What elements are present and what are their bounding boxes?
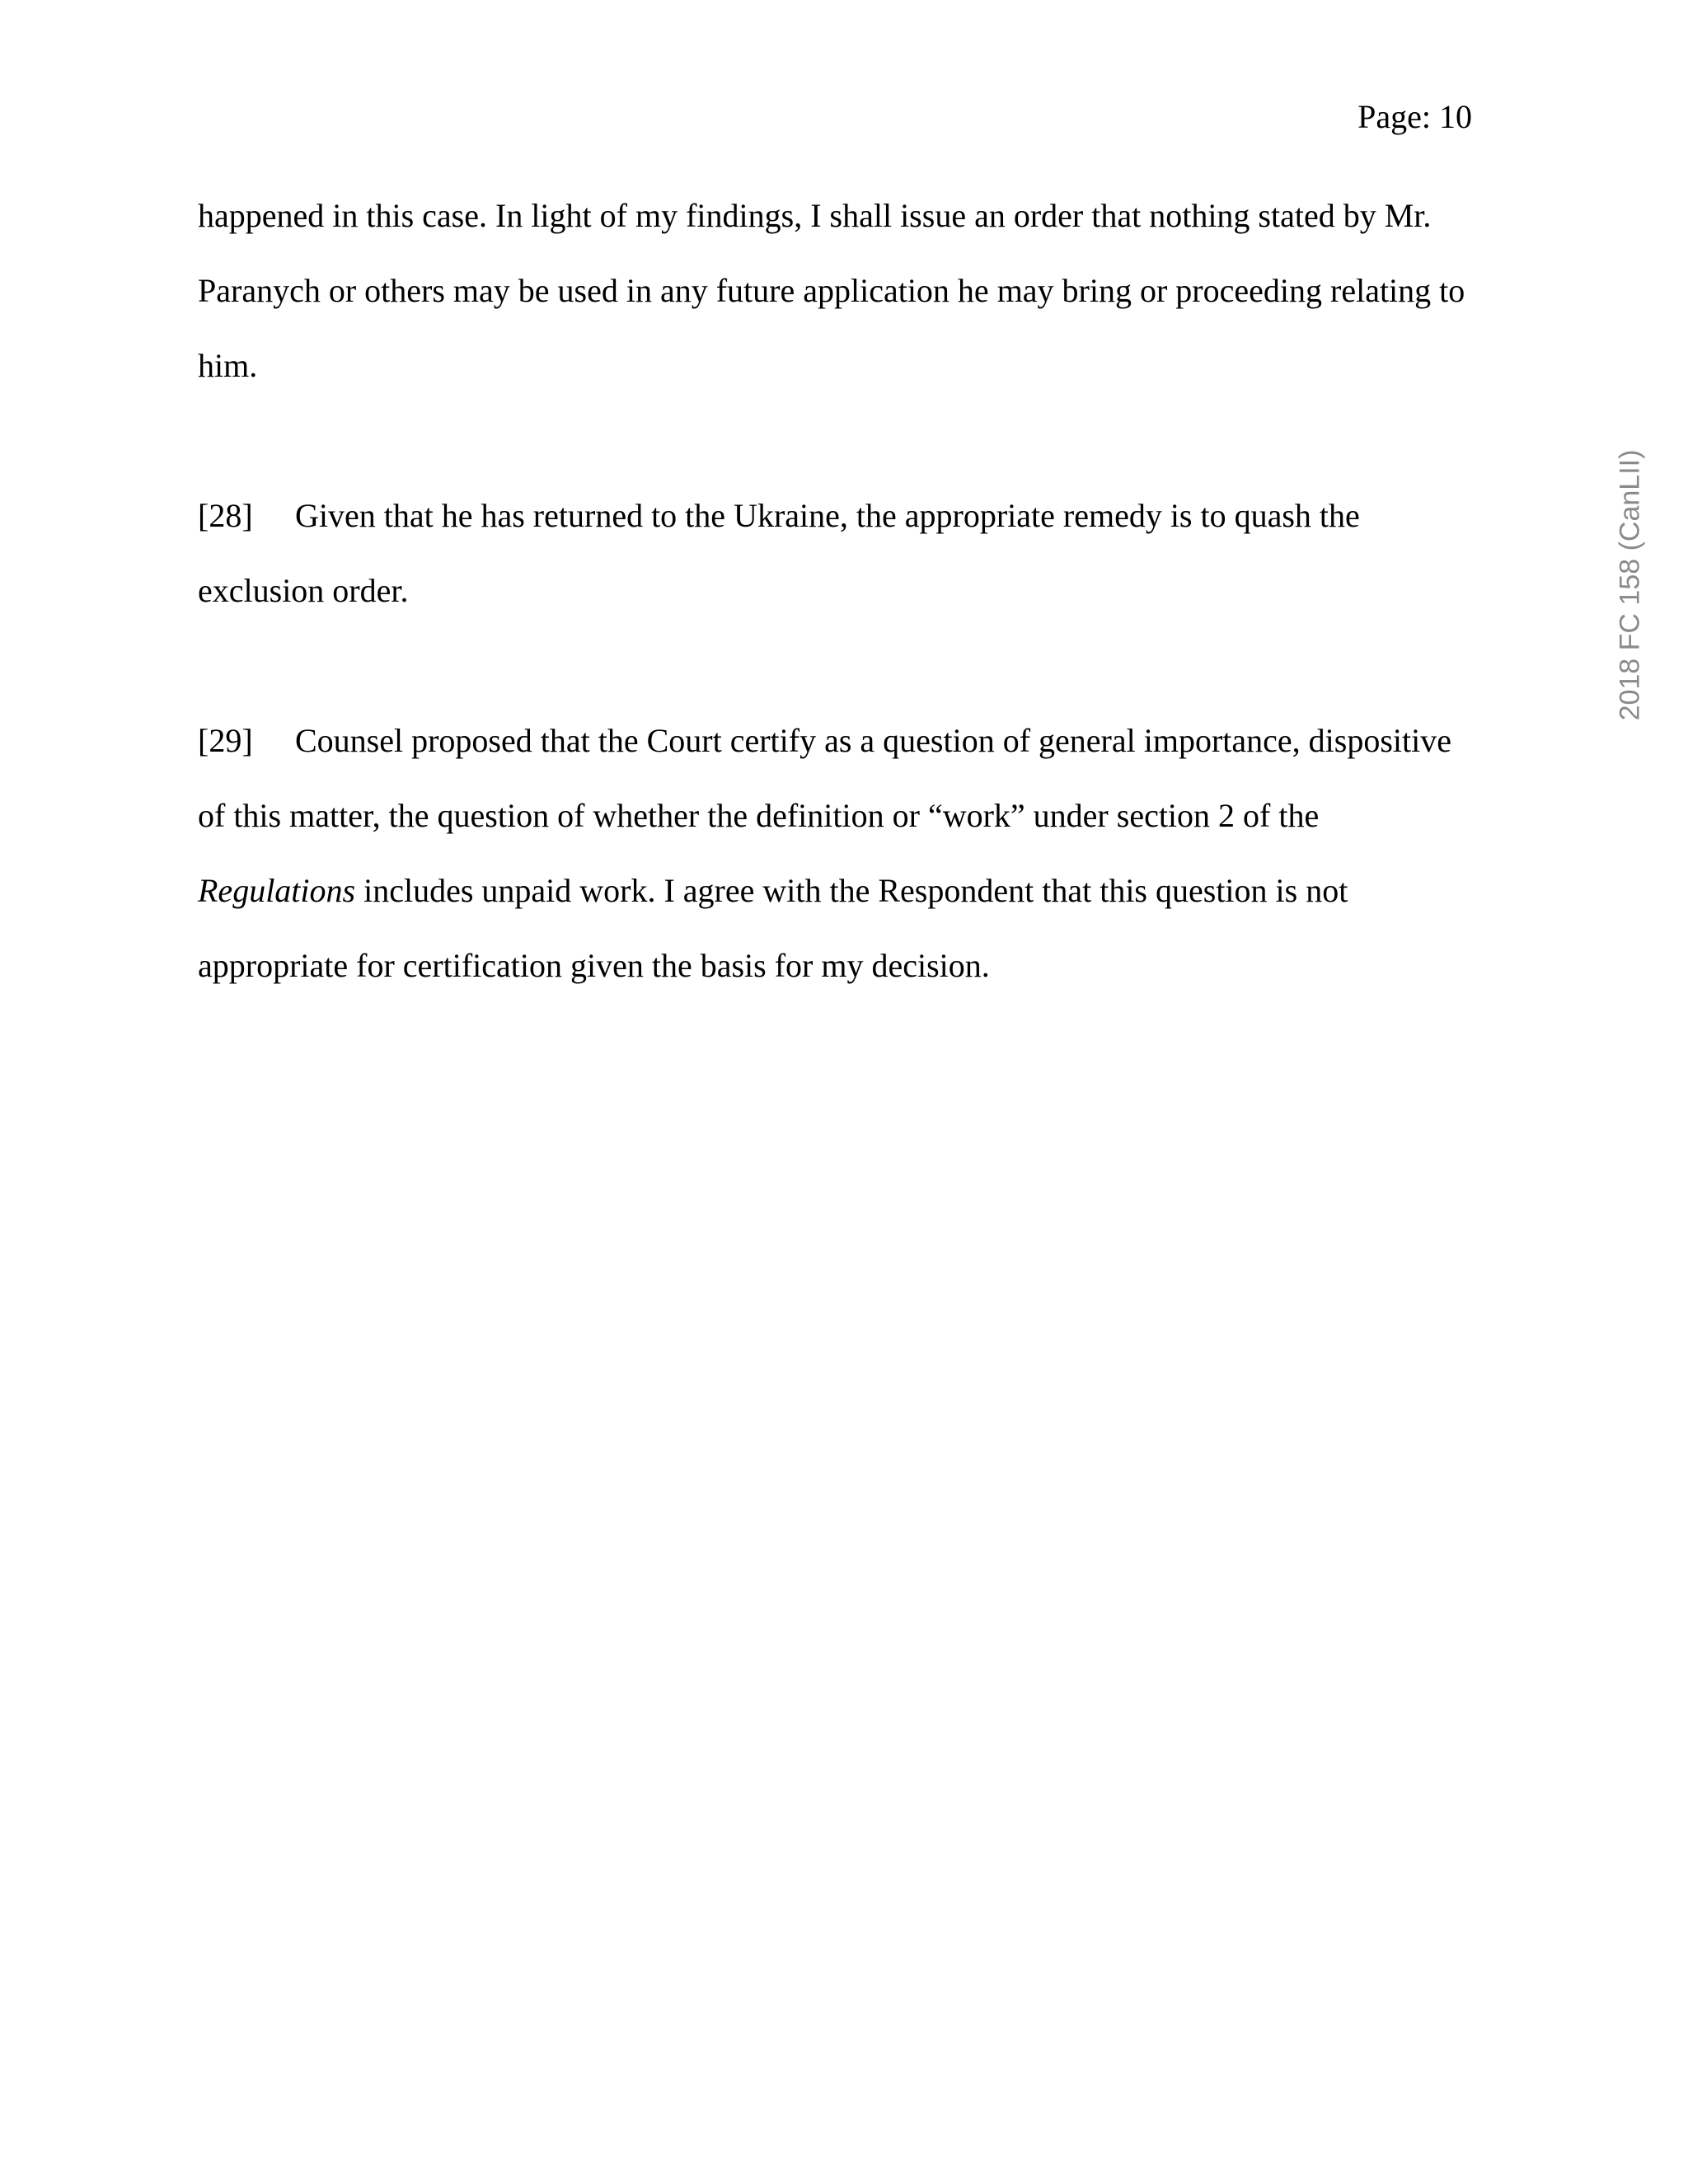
canlii-citation-watermark: 2018 FC 158 (CanLII) <box>1614 449 1646 721</box>
continuation-line-2: Paranych or others may be used in any future application he may bring or proceeding relating to <box>198 272 1465 309</box>
paragraph-29-line-2: of this matter, the question of whether the definition or “work” under section 2 of the <box>198 797 1320 834</box>
regulations-italic: Regulations <box>198 872 356 909</box>
paragraph-28-line-1 <box>198 496 1360 536</box>
paragraph-28-number: [28] <box>198 497 253 534</box>
paragraph-28-text-1: Given that he has returned to the Ukraine, the appropriate remedy is to quash the <box>295 497 1360 534</box>
paragraph-29-text-1: Counsel proposed that the Court certify as a question of general importance, dispositive <box>295 722 1451 759</box>
paragraph-29-line-4: appropriate for certification given the basis for my decision. <box>198 947 990 984</box>
page-number: Page: 10 <box>1357 98 1472 135</box>
paragraph-29-line-1 <box>198 721 1451 761</box>
paragraph-29-text-3: includes unpaid work. I agree with the Respondent that this question is not <box>355 872 1348 909</box>
paragraph-29-number: [29] <box>198 722 253 759</box>
continuation-line-3: him. <box>198 347 258 384</box>
paragraph-29-line-3 <box>198 871 1348 911</box>
paragraph-28-line-2: exclusion order. <box>198 572 409 609</box>
continuation-line-1: happened in this case. In light of my findings, I shall issue an order that nothing stated by Mr. <box>198 197 1432 234</box>
